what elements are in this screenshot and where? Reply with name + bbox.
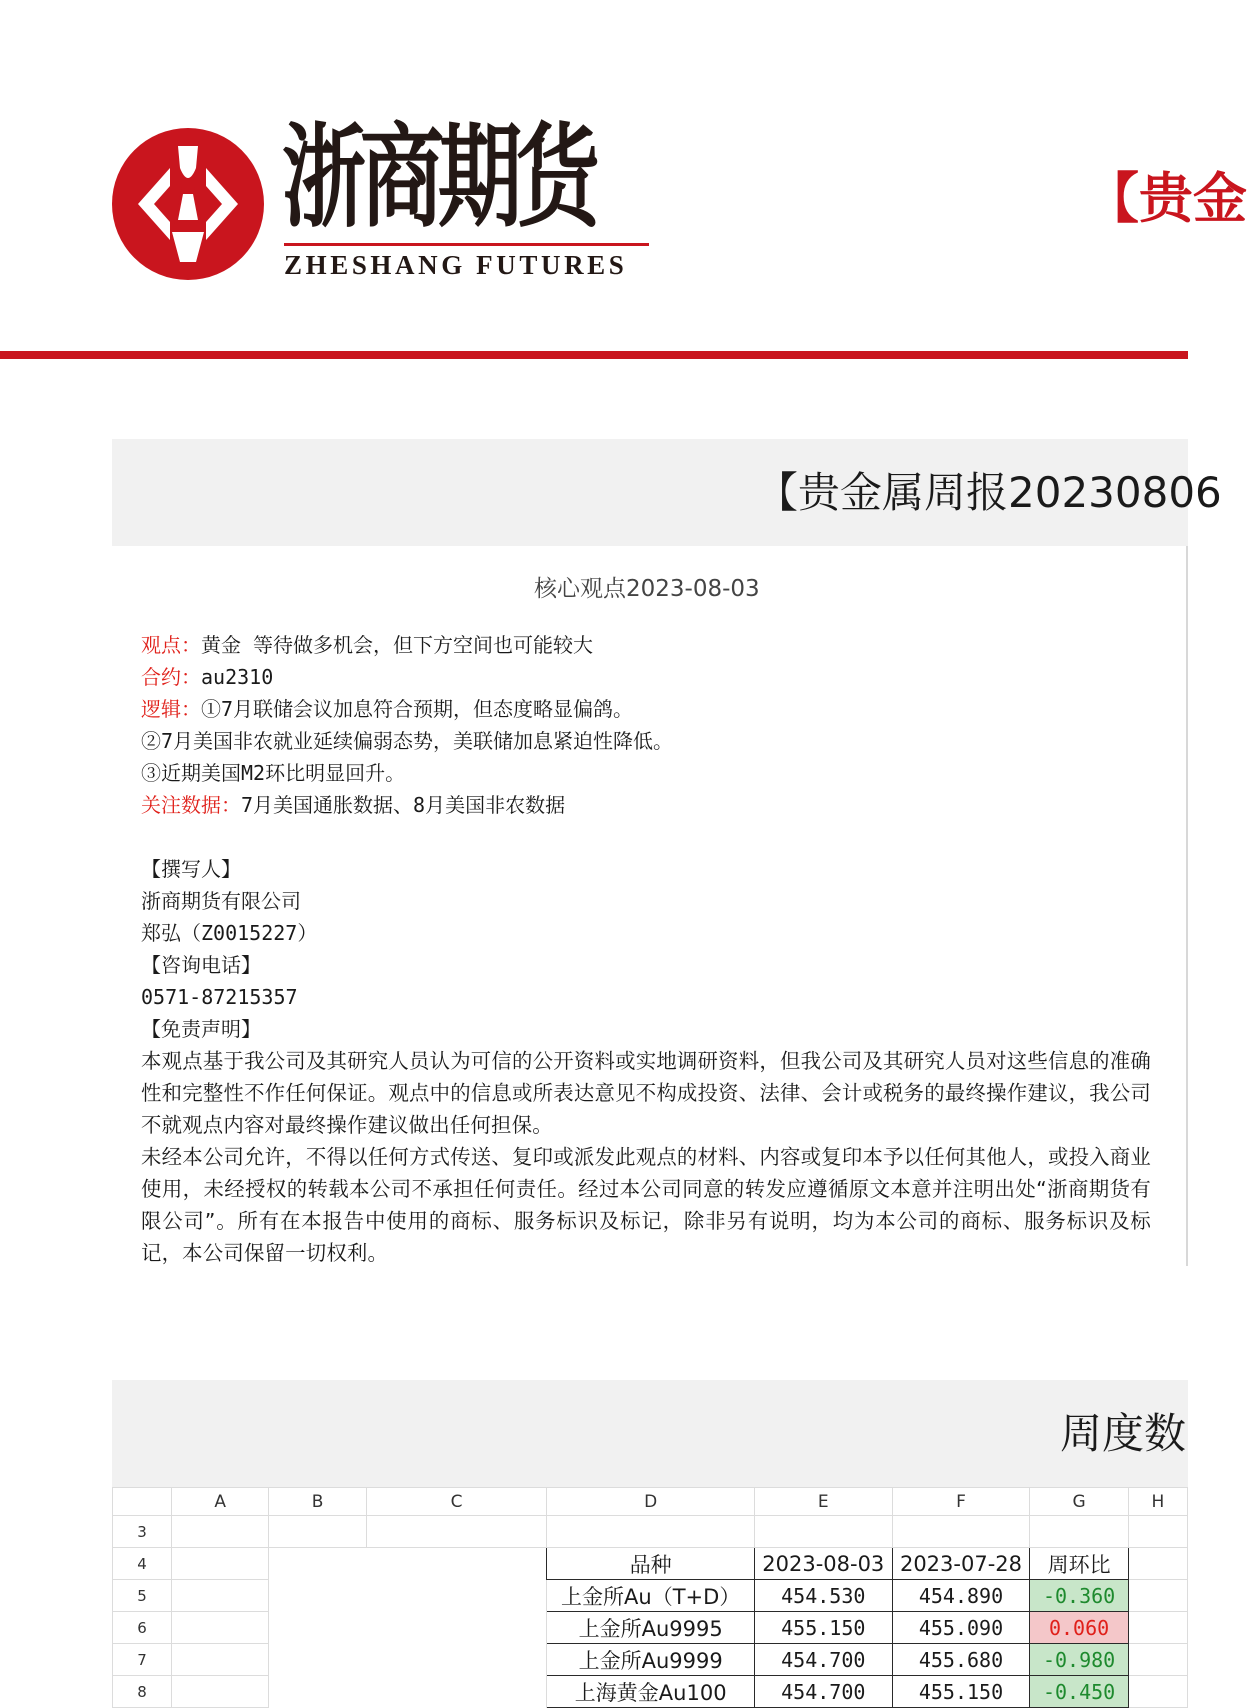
logic-point-3: ③近期美国M2环比明显回升。 (141, 761, 406, 785)
disclaimer-heading: 【免责声明】 (141, 1017, 261, 1041)
phone-heading: 【咨询电话】 (141, 953, 261, 977)
price-cell: 455.090 (892, 1612, 1030, 1644)
variety-cell: 上金所Au9995 (547, 1612, 754, 1644)
view-line (141, 629, 1151, 661)
change-cell: -0.980 (1030, 1644, 1129, 1676)
table-row (113, 1676, 1188, 1708)
logo-chinese-name: 浙商期货 (282, 112, 594, 243)
weekly-data-title-bar (112, 1380, 1188, 1487)
header-divider (0, 351, 1188, 359)
table-header-row (113, 1548, 1188, 1580)
column-header-h: H (1128, 1488, 1187, 1516)
report-title-bar (112, 439, 1222, 546)
change-cell: -0.450 (1030, 1676, 1129, 1708)
date1-header: 2023-08-03 (754, 1548, 892, 1580)
header-title-fragment: 【贵金 (1085, 167, 1247, 230)
corner-cell (113, 1488, 172, 1516)
row-number: 6 (113, 1612, 172, 1644)
logo-english-name: ZHESHANG FUTURES (284, 250, 628, 280)
date2-header: 2023-07-28 (892, 1548, 1030, 1580)
row-number: 4 (113, 1548, 172, 1580)
change-cell: 0.060 (1030, 1612, 1129, 1644)
column-header-b: B (269, 1488, 366, 1516)
focus-label: 关注数据： (141, 793, 241, 817)
row-number: 8 (113, 1676, 172, 1708)
author-name: 郑弘（Z0015227） (141, 921, 318, 945)
table-row (113, 1580, 1188, 1612)
column-header-a: A (172, 1488, 269, 1516)
price-cell: 455.150 (892, 1676, 1030, 1708)
view-text: 黄金 等待做多机会，但下方空间也可能较大 (201, 633, 594, 657)
variety-cell: 上金所Au9999 (547, 1644, 754, 1676)
contract-text: au2310 (201, 665, 274, 689)
report-content (141, 629, 1151, 1269)
weekly-data-spreadsheet (112, 1487, 1188, 1705)
report-panel-edge (1186, 546, 1188, 1266)
logic-line-1 (141, 693, 1151, 725)
contract-line (141, 661, 1151, 693)
price-cell: 454.890 (892, 1580, 1030, 1612)
disclaimer-paragraph-2: 未经本公司允许，不得以任何方式传送、复印或派发此观点的材料、内容或复印本予以任何其他人，或投入商业使用，未经授权的转载本公司不承担任何责任。经过本公司同意的转发应遵循原文本意并注明出处“浙商期货有限公司”。所有在本报告中使用的商标、服务标识及标记，除非另有说明，均为本公司的商标、服务标识及标记，本公司保留一切权利。 (141, 1145, 1151, 1265)
zheshang-logo-icon (112, 128, 264, 280)
price-cell: 454.700 (754, 1676, 892, 1708)
variety-header: 品种 (547, 1548, 754, 1580)
contract-label: 合约： (141, 665, 201, 689)
column-header-d: D (547, 1488, 754, 1516)
focus-text: 7月美国通胀数据、8月美国非农数据 (241, 793, 566, 817)
price-table (112, 1487, 1188, 1708)
report-title: 【贵金属周报20230806 (756, 468, 1222, 517)
table-row (113, 1612, 1188, 1644)
variety-cell: 上金所Au（T+D） (547, 1580, 754, 1612)
column-header-c: C (366, 1488, 547, 1516)
column-header-row (113, 1488, 1188, 1516)
logo-underline (284, 243, 649, 246)
author-heading: 【撰写人】 (141, 857, 241, 881)
price-cell: 455.150 (754, 1612, 892, 1644)
table-row (113, 1516, 1188, 1548)
row-number: 7 (113, 1644, 172, 1676)
column-header-g: G (1030, 1488, 1129, 1516)
logic-point-1: ①7月联储会议加息符合预期，但态度略显偏鸽。 (201, 697, 634, 721)
phone-number: 0571-87215357 (141, 985, 298, 1009)
column-header-e: E (754, 1488, 892, 1516)
change-cell: -0.360 (1030, 1580, 1129, 1612)
change-header: 周环比 (1030, 1548, 1129, 1580)
row-number: 3 (113, 1516, 172, 1548)
row-number: 5 (113, 1580, 172, 1612)
focus-line (141, 789, 1151, 821)
disclaimer-paragraph-1: 本观点基于我公司及其研究人员认为可信的公开资料或实地调研资料，但我公司及其研究人员对这些信息的准确性和完整性不作任何保证。观点中的信息或所表达意见不构成投资、法律、会计或税务的最终操作建议，我公司不就观点内容对最终操作建议做出任何担保。 (141, 1049, 1151, 1137)
view-label: 观点： (141, 633, 201, 657)
table-row (113, 1644, 1188, 1676)
price-cell: 455.680 (892, 1644, 1030, 1676)
variety-cell: 上海黄金Au100 (547, 1676, 754, 1708)
column-header-f: F (892, 1488, 1030, 1516)
logic-point-2: ②7月美国非农就业延续偏弱态势，美联储加息紧迫性降低。 (141, 729, 674, 753)
company-name: 浙商期货有限公司 (141, 889, 301, 913)
price-cell: 454.530 (754, 1580, 892, 1612)
logic-label: 逻辑： (141, 697, 201, 721)
price-cell: 454.700 (754, 1644, 892, 1676)
weekly-data-title: 周度数 (1060, 1409, 1187, 1458)
